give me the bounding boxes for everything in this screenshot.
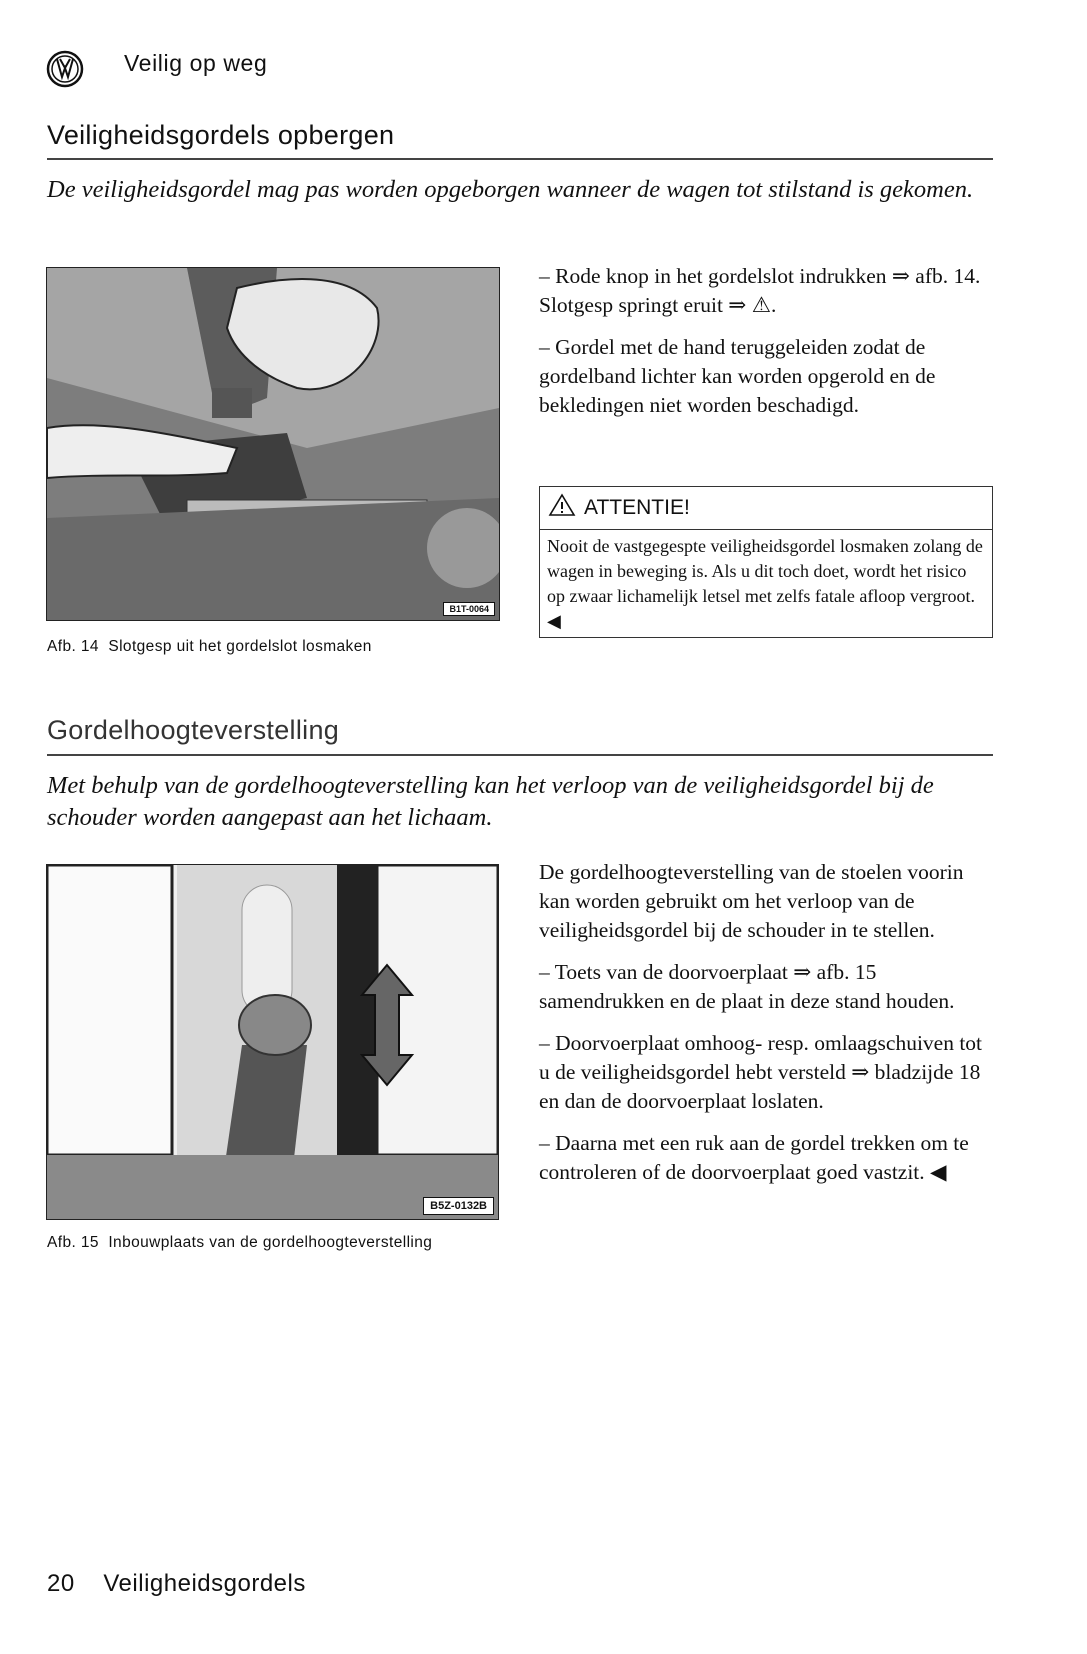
caption-text: Inbouwplaats van de gordelhoogteverstelling (108, 1234, 433, 1251)
step: – Gordel met de hand teruggeleiden zodat de gordelband lichter kan worden opgerold en de bekledingen niet worden beschadigd. (539, 335, 936, 417)
step: – Toets van de doorvoerplaat ⇒ afb. 15 samendrukken en de plaat in deze stand houden. (539, 960, 955, 1013)
warning-text: Nooit de vastgegespte veiligheidsgordel losmaken zolang de wagen in beweging is. Als u dit toch doet, wordt het risico op zwaar lichamelijk letsel met zelfs fatale afloop vergroot. ◀ (547, 536, 983, 631)
section-title: Veiligheidsgordels opbergen (47, 120, 395, 150)
divider (47, 158, 993, 160)
caption-label: Afb. 15 (47, 1234, 99, 1251)
divider (47, 754, 993, 756)
steps-list (539, 262, 994, 433)
figure-caption (47, 1230, 502, 1256)
figure-code: B1T-0064 (443, 602, 495, 616)
vw-logo-icon (46, 50, 84, 93)
warning-title: ATTENTIE! (584, 496, 690, 519)
section-intro: Met behulp van de gordelhoogteverstelling kan het verloop van de veiligheidsgordel bij de schouder worden aangepast aan het lichaam. (47, 772, 934, 831)
caption-text: Slotgesp uit het gordelslot losmaken (108, 638, 372, 655)
figure-seatbelt-buckle (46, 267, 500, 621)
step: – Rode knop in het gordelslot indrukken ⇒ afb. 14. Slotgesp springt eruit ⇒ ⚠. (539, 264, 981, 317)
page-number: 20 (47, 1570, 75, 1597)
section-header: Veilig op weg (124, 50, 268, 76)
step: – Doorvoerplaat omhoog- resp. omlaagschuiven tot u de veiligheidsgordel hebt versteld ⇒ bladzijde 18 en dan de doorvoerplaat loslaten. (539, 1031, 983, 1113)
section-intro: De veiligheidsgordel mag pas worden opgeborgen wanneer de wagen tot stilstand is gekomen. (47, 176, 974, 203)
step: – Daarna met een ruk aan de gordel trekken om te controleren of de doorvoerplaat goed vastzit. ◀ (539, 1131, 969, 1184)
instructions (539, 858, 994, 1200)
warning-triangle-icon (548, 493, 576, 523)
warning-box (539, 486, 993, 638)
paragraph: De gordelhoogteverstelling van de stoelen voorin kan worden gebruikt om het verloop van de veiligheidsgordel bij de schouder in te stellen. (539, 860, 964, 942)
caption-label: Afb. 14 (47, 638, 99, 655)
warning-header (540, 487, 992, 530)
figure-code: B5Z-0132B (423, 1197, 494, 1215)
section-title: Gordelhoogteverstelling (47, 715, 340, 745)
figure-caption (47, 634, 372, 660)
figure-belt-height-adjuster (46, 864, 499, 1220)
footer (47, 1570, 306, 1598)
chapter-title: Veiligheidsgordels (103, 1570, 306, 1597)
